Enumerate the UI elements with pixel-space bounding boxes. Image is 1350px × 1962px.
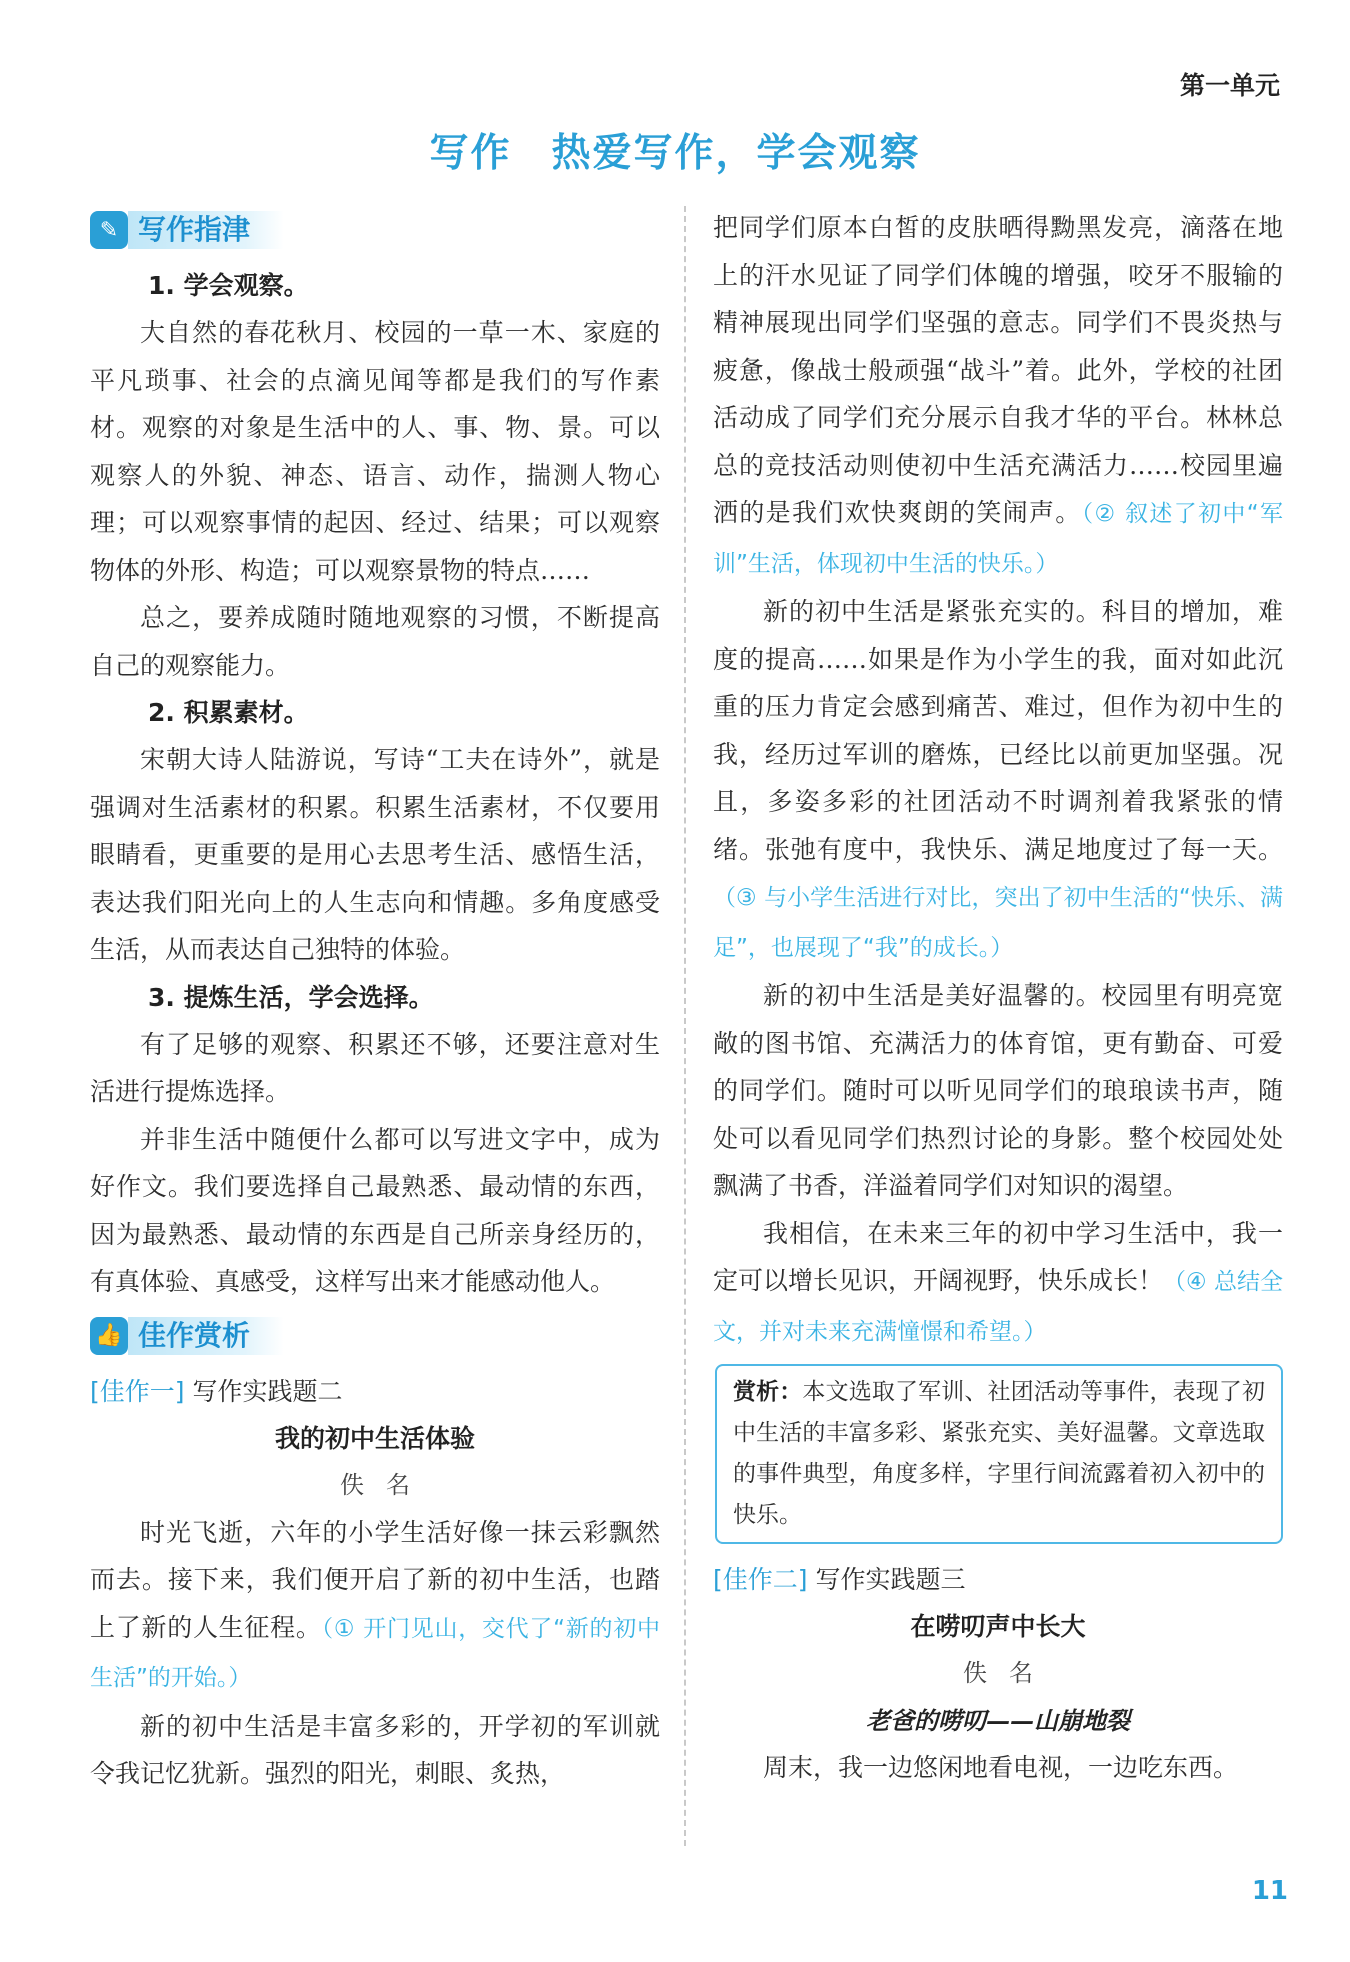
thumbs-up-icon: 👍: [90, 1317, 128, 1355]
section-title-guide: 写作指津: [128, 211, 284, 249]
essay1-author: 佚名: [340, 1470, 432, 1499]
essay1-note-3: （③ 与小学生活进行对比，突出了初中生活的“快乐、满足”，也展现了“我”的成长。）: [713, 885, 1283, 961]
page-title: [0, 122, 1350, 178]
essay1-tag: [佳作一]: [90, 1376, 185, 1406]
guide-paragraph: 总之，要养成随时随地观察的习惯，不断提高自己的观察能力。: [90, 603, 660, 680]
guide-heading-2: 2. 积累素材。: [148, 698, 309, 727]
left-column: [90, 204, 660, 1798]
essay2-paragraph-1: 周末，我一边悠闲地看电视，一边吃东西。: [763, 1753, 1239, 1782]
essay1-paragraph-5: [713, 1210, 1283, 1357]
essay1-p1-text: 时光飞逝，六年的小学生活好像一抹云彩飘然而去。接下来，我们便开启了新的初中生活，也踏上了新的人生征程。: [90, 1517, 660, 1642]
essay1-note-1: （① 开门见山，交代了“新的初中生活”的开始。）: [90, 1615, 660, 1691]
essay2-tag: [佳作二]: [713, 1565, 808, 1594]
essay1-paragraph-1: [90, 1509, 660, 1703]
guide-heading-1: 1. 学会观察。: [148, 271, 309, 300]
essay1-title: 我的初中生活体验: [274, 1423, 475, 1453]
column-divider: [684, 206, 686, 1846]
essay1-paragraph-2-start: 新的初中生活是丰富多彩的，开学初的军训就令我记忆犹新。强烈的阳光，刺眼、炙热，: [90, 1711, 660, 1788]
essay1-p2-text: 把同学们原本白皙的皮肤晒得黝黑发亮，滴落在地上的汗水见证了同学们体魄的增强，咬牙不服输的精神展现出同学们坚强的意志。同学们不畏炎热与疲惫，像战士般顽强“战斗”着。此外，学校的社团活动成了同学们充分展示自我才华的平台。林林总总的竞技活动则使初中生活充满活力……校园里遍洒的是我们欢快爽朗的笑闹声。: [713, 213, 1283, 527]
essay1-p5-text: 我相信，在未来三年的初中学习生活中，我一定可以增长见识，开阔视野，快乐成长！: [713, 1218, 1283, 1295]
essay1-paragraph-2-cont: [713, 204, 1283, 588]
guide-paragraph: 宋朝大诗人陆游说，写诗“工夫在诗外”，就是强调对生活素材的积累。积累生活素材，不仅要用眼睛看，更重要的是用心去思考生活、感悟生活，表达我们阳光向上的人生志向和情趣。多角度感受生活，从而表达自己独特的体验。: [90, 745, 660, 964]
essay1-task: 写作实践题二: [192, 1376, 343, 1406]
essay1-paragraph-3: [713, 588, 1283, 972]
essay2-task: 写作实践题三: [815, 1565, 966, 1594]
guide-paragraph: 有了足够的观察、积累还不够，还要注意对生活进行提炼选择。: [90, 1029, 660, 1106]
page-title-main: 热爱写作，学会观察: [551, 130, 921, 176]
essay2-title: 在唠叨声中长大: [910, 1612, 1086, 1641]
right-column: [713, 204, 1283, 1792]
page-number: 11: [1251, 1876, 1288, 1906]
page-title-prefix: 写作: [429, 130, 512, 176]
essay1-paragraph-4: 新的初中生活是美好温馨的。校园里有明亮宽敞的图书馆、充满活力的体育馆，更有勤奋、可爱的同学们。随时可以听见同学们的琅琅读书声，随处可以看见同学们热烈讨论的身影。整个校园处处飘满了书香，洋溢着同学们对知识的渴望。: [713, 981, 1283, 1200]
review-box: [715, 1364, 1283, 1544]
unit-label: 第一单元: [1179, 71, 1280, 100]
section-title-appreciation: 佳作赏析: [128, 1317, 284, 1355]
review-text-block: [733, 1372, 1265, 1536]
guide-paragraph: 并非生活中随便什么都可以写进文字中，成为好作文。我们要选择自己最熟悉、最动情的东西，因为最熟悉、最动情的东西是自己所亲身经历的，有真体验、真感受，这样写出来才能感动他人。: [90, 1124, 660, 1296]
review-label: 赏析：: [733, 1379, 803, 1405]
section-header-guide: [90, 208, 660, 252]
guide-heading-3: 3. 提炼生活，学会选择。: [148, 982, 434, 1012]
essay1-label-row: [90, 1368, 660, 1415]
guide-paragraph: 大自然的春花秋月、校园的一草一木、家庭的平凡琐事、社会的点滴见闻等都是我们的写作素材。观察的对象是生活中的人、事、物、景。可以观察人的外貌、神态、语言、动作，揣测人物心理；可以观察事情的起因、经过、结果；可以观察物体的外形、构造；可以观察景物的特点……: [90, 318, 660, 585]
review-text: 本文选取了军训、社团活动等事件，表现了初中生活的丰富多彩、紧张充实、美好温馨。文章选取的事件典型，角度多样，字里行间流露着初入初中的快乐。: [733, 1379, 1266, 1528]
section-header-appreciation: [90, 1314, 660, 1358]
pen-refresh-icon: ✎: [90, 211, 128, 249]
essay1-note-2: （② 叙述了初中“军训”生活，体现初中生活的快乐。）: [713, 501, 1283, 577]
essay1-note-5: （④ 总结全文，并对未来充满憧憬和希望。）: [713, 1269, 1283, 1345]
essay2-subtitle: 老爸的唠叨——山崩地裂: [866, 1706, 1130, 1735]
essay2-label-row: [713, 1556, 1283, 1603]
essay1-p3-text: 新的初中生活是紧张充实的。科目的增加，难度的提高……如果是作为小学生的我，面对如此沉重的压力肯定会感到痛苦、难过，但作为初中生的我，经历过军训的磨炼，已经比以前更加坚强。况且，多姿多彩的社团活动不时调剂着我紧张的情绪。张弛有度中，我快乐、满足地度过了每一天。: [713, 597, 1283, 864]
essay2-author: 佚名: [963, 1659, 1055, 1687]
